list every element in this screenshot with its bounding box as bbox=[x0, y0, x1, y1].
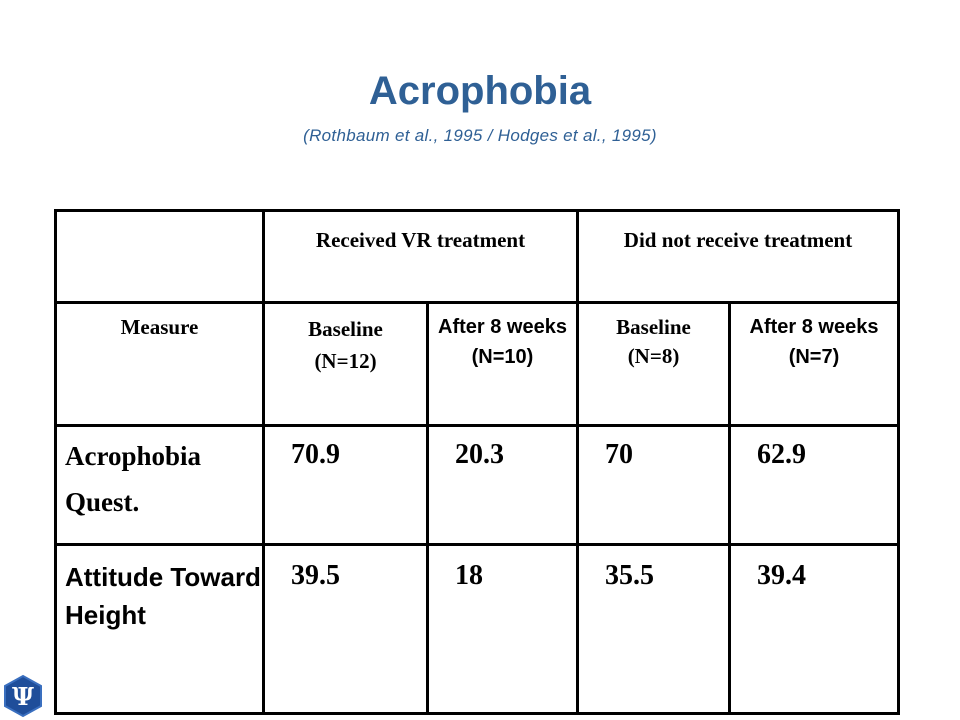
table-header-row bbox=[56, 211, 899, 303]
header-vr-baseline-line1: Baseline bbox=[308, 317, 383, 341]
cell-vr-baseline: 70.9 bbox=[264, 426, 428, 545]
results-table bbox=[54, 209, 900, 715]
row-label-acrophobia-quest bbox=[56, 426, 264, 545]
row-label-line1: Acrophobia bbox=[65, 441, 202, 471]
header-vr-baseline bbox=[264, 303, 428, 426]
header-measure: Measure bbox=[56, 303, 264, 426]
cell-vr-after: 18 bbox=[428, 545, 578, 714]
table-row bbox=[56, 545, 899, 714]
cell-no-baseline: 70 bbox=[578, 426, 730, 545]
cell-no-after: 39.4 bbox=[730, 545, 899, 714]
empty-corner-cell bbox=[56, 211, 264, 303]
row-label-attitude: Attitude Toward Height bbox=[56, 545, 264, 714]
svg-text:Ψ: Ψ bbox=[12, 682, 34, 711]
cell-no-after: 62.9 bbox=[730, 426, 899, 545]
cell-vr-baseline: 39.5 bbox=[264, 545, 428, 714]
psi-hexagon-logo-icon bbox=[2, 674, 44, 718]
cell-no-baseline: 35.5 bbox=[578, 545, 730, 714]
row-label-line2: Quest. bbox=[65, 487, 140, 517]
cell-vr-after: 20.3 bbox=[428, 426, 578, 545]
header-no-after: After 8 weeks (N=7) bbox=[730, 303, 899, 426]
header-vr-after: After 8 weeks (N=10) bbox=[428, 303, 578, 426]
table-row bbox=[56, 426, 899, 545]
header-received-vr: Received VR treatment bbox=[264, 211, 578, 303]
header-no-treatment: Did not receive treatment bbox=[578, 211, 899, 303]
header-vr-baseline-line2: (N=12) bbox=[314, 349, 377, 373]
page-subtitle: (Rothbaum et al., 1995 / Hodges et al., 1995) bbox=[303, 126, 657, 145]
page-title: Acrophobia bbox=[368, 69, 592, 113]
header-no-baseline: Baseline (N=8) bbox=[578, 303, 730, 426]
table-subheader-row bbox=[56, 303, 899, 426]
